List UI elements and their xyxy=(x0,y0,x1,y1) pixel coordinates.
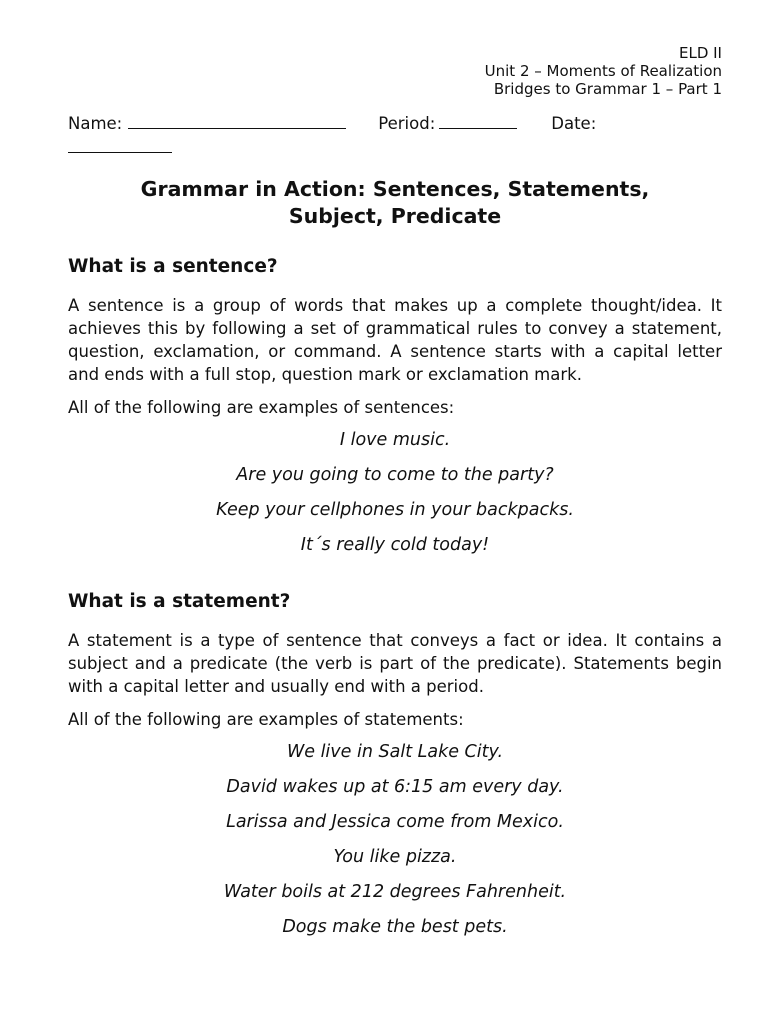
sentence-examples-list xyxy=(68,429,722,557)
statement-heading: What is a statement? xyxy=(68,591,291,612)
sentence-heading: What is a sentence? xyxy=(68,256,278,277)
sentence-example: I love music. xyxy=(339,430,451,450)
date-label: Date: xyxy=(551,114,597,133)
statement-example: David wakes up at 6:15 am every day. xyxy=(226,777,564,797)
course-header xyxy=(68,44,722,98)
date-blank xyxy=(68,136,172,153)
statement-example: You like pizza. xyxy=(333,847,457,867)
name-label: Name: xyxy=(68,114,123,133)
title-line-2: Subject, Predicate xyxy=(288,204,502,228)
sentence-definition: A sentence is a group of words that makes up a complete thought/idea. It achieves this by following a set of grammatical rules to convey a statement, question, exclamation, or command. A sentence starts with a capital letter and ends with a full stop, question mark or exclamation mark. xyxy=(68,296,722,384)
name-blank xyxy=(128,112,346,129)
statement-examples-list xyxy=(68,741,722,939)
period-blank xyxy=(439,112,517,129)
course-name: ELD II xyxy=(678,44,722,62)
title-line-1: Grammar in Action: Sentences, Statements, xyxy=(140,177,650,201)
period-label: Period: xyxy=(378,114,436,133)
sentence-example: Keep your cellphones in your backpacks. xyxy=(216,500,574,520)
sentence-examples-intro: All of the following are examples of sentences: xyxy=(68,398,455,417)
worksheet-title xyxy=(68,176,722,230)
statement-example: Dogs make the best pets. xyxy=(282,917,508,937)
statement-definition: A statement is a type of sentence that conveys a fact or idea. It contains a subject and a predicate (the verb is part of the predicate). Statements begin with a capital letter and usually end with a period. xyxy=(68,631,722,696)
sentence-example: Are you going to come to the party? xyxy=(236,465,554,485)
student-info-fields xyxy=(68,112,722,160)
sentence-example: It´s really cold today! xyxy=(300,535,490,555)
statement-examples-intro: All of the following are examples of statements: xyxy=(68,710,464,729)
statement-example: Larissa and Jessica come from Mexico. xyxy=(226,812,564,832)
unit-name: Unit 2 – Moments of Realization xyxy=(484,62,722,80)
lesson-name: Bridges to Grammar 1 – Part 1 xyxy=(493,80,722,98)
statement-example: Water boils at 212 degrees Fahrenheit. xyxy=(223,882,567,902)
statement-example: We live in Salt Lake City. xyxy=(286,742,504,762)
